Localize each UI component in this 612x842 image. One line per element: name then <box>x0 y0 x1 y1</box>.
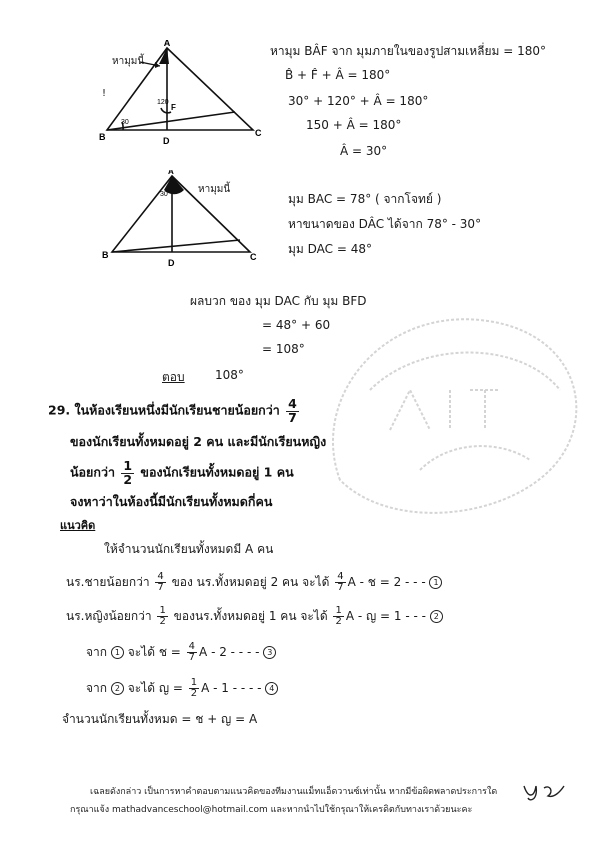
equation-number-1: 1 <box>429 576 442 589</box>
equation-number-3: 3 <box>263 646 276 659</box>
step1-line-5: Â = 30° <box>340 144 388 158</box>
equation-number-2: 2 <box>430 610 443 623</box>
footer-line-2: กรุณาแจ้ง mathadvanceschool@hotmail.com และหากนำไปใช้กรุณาให้เครดิตกับทางเราด้วยนะคะ <box>70 805 473 815</box>
step1-line-3: 30° + 120° + Â = 180° <box>288 94 429 108</box>
problem-line-2: ของนักเรียนทั้งหมดอยู่ 2 คน และมีนักเรียนหญิง <box>70 434 327 449</box>
step2-line-2: หาขนาดของ DÂC ได้จาก 78° - 30° <box>288 217 482 231</box>
solution-line-2: นร.ชายน้อยกว่า $\frac{4}{7}$ ของ นร.ทั้งหมดอยู่ 2 คน จะได้ $\frac{4}{7}$ A - ช = 2 - - - 1 <box>66 572 442 593</box>
vertex-F-label: F <box>171 103 176 112</box>
problem-line-4: จงหาว่าในห้องนี้มีนักเรียนทั้งหมดกี่คน <box>70 494 273 509</box>
sum-line-3: = 108° <box>262 342 305 356</box>
angle-F-value: 120 <box>157 99 169 106</box>
angle-A-value-2: 30 <box>160 191 168 198</box>
vertex-A-label-2: A <box>168 170 174 176</box>
solution-heading: แนวคิด <box>60 519 96 532</box>
answer-value: 108° <box>215 368 244 382</box>
sum-line-1: ผลบวก ของ มุม DAC กับ มุม BFD <box>190 294 367 308</box>
solution-line-5: จาก 2 จะได้ ญ = $\frac{1}{2}$ A - 1 - - - - 4 <box>86 678 278 699</box>
solution-line-1: ให้จำนวนนักเรียนทั้งหมดมี A คน <box>104 542 274 556</box>
find-angle-label-1: หามุมนี้ <box>112 56 145 67</box>
fraction-one-half: $\frac{1}{2}$ <box>123 458 133 487</box>
signature-mark <box>520 778 570 804</box>
problem-line-3: น้อยกว่า $\frac{1}{2}$ ของนักเรียนทั้งหมดอยู่ 1 คน <box>70 458 294 487</box>
vertex-C-label: C <box>255 128 262 138</box>
step1-line-4: 150 + Â = 180° <box>306 118 402 132</box>
answer-label: ตอบ <box>162 370 185 384</box>
solution-line-6: จำนวนนักเรียนทั้งหมด = ช + ญ = A <box>62 712 258 726</box>
watermark-logo <box>300 280 610 560</box>
solution-line-4: จาก 1 จะได้ ช = $\frac{4}{7}$ A - 2 - - - - 3 <box>86 642 276 663</box>
problem-text-1: ในห้องเรียนหนึ่งมีนักเรียนชายน้อยกว่า <box>74 402 280 418</box>
solution-line-3: นร.หญิงน้อยกว่า $\frac{1}{2}$ ของนร.ทั้งหมดอยู่ 1 คน จะได้ $\frac{1}{2}$ A - ญ = 1 - - - 2 <box>66 606 443 627</box>
vertex-C-label-2: C <box>250 252 257 262</box>
vertex-D-label: D <box>163 136 170 146</box>
vertex-B-label: B <box>99 132 106 142</box>
equation-number-4: 4 <box>265 682 278 695</box>
find-angle-label-2: หามุมนี้ <box>198 184 231 195</box>
step1-line-1: หามุม BÂF จาก มุมภายในของรูปสามเหลี่ยม = 180° <box>270 44 547 58</box>
problem-line-1 <box>48 398 301 424</box>
problem-number: 29. <box>48 402 71 418</box>
triangle-diagram-2 <box>100 170 260 270</box>
vertex-B-label-2: B <box>102 250 109 260</box>
step1-line-2: B̂ + F̂ + Â = 180° <box>285 68 391 82</box>
vertex-A-label: A <box>163 40 171 48</box>
step2-line-1: มุม BAC = 78° ( จากโจทย์ ) <box>288 192 442 206</box>
sum-line-2: = 48° + 60 <box>262 318 331 332</box>
arrow-icon <box>138 58 168 70</box>
angle-B-value: 30 <box>121 119 129 126</box>
step2-line-3: มุม DAC = 48° <box>288 242 372 256</box>
fraction-four-sevenths: $\frac{4}{7}$ <box>288 396 297 425</box>
footer-line-1: เฉลยดังกล่าว เป็นการหาคำตอบตามแนวคิดของทีมงานแม็ทแอ็ดวานซ์เท่านั้น หากมีข้อผิดพลาดประการใด <box>90 787 498 797</box>
margin-mark: ! <box>102 88 107 99</box>
vertex-D-label-2: D <box>168 258 175 268</box>
